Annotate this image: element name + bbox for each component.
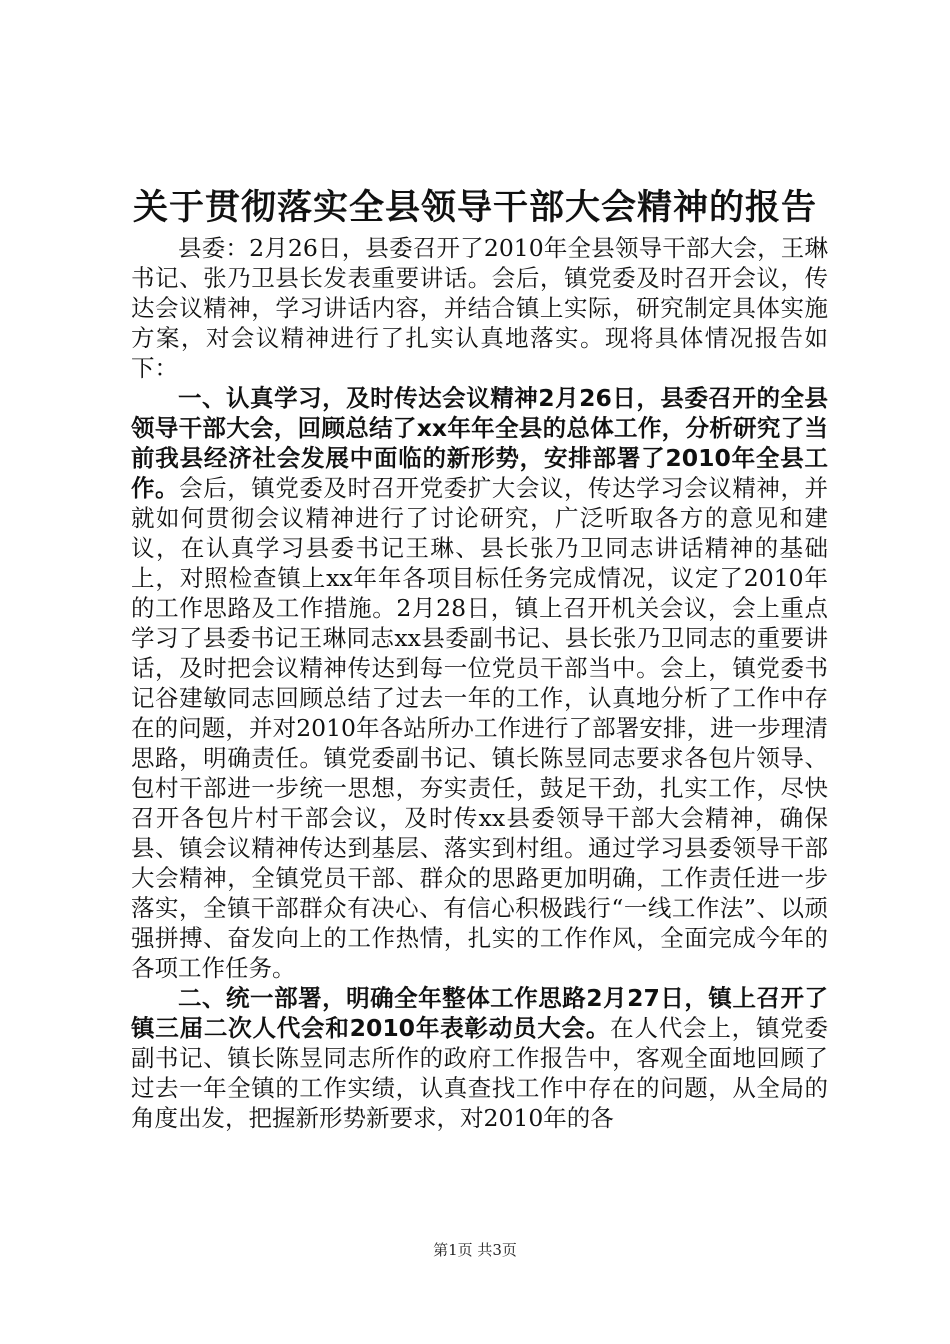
paragraph-text: 在人代会上，镇党委副书记、镇长陈昱同志所作的政府工作报告中，客观全面地回顾了过去一年全镇的工作实绩，认真查找工作中存在的问题，从全局的角度出发，把握新形势新要求，对2010年的各 [131, 1014, 829, 1132]
paragraph-intro [131, 233, 828, 383]
document-body [131, 233, 828, 1133]
page-number-footer: 第1页 共3页 [433, 1241, 517, 1259]
paragraph-text: 会后，镇党委及时召开党委扩大会议，传达学习会议精神，并就如何贯彻会议精神进行了讨论研究，广泛听取各方的意见和建议，在认真学习县委书记王琳、县长张乃卫同志讲话精神的基础上，对照检查镇上xx年年各项目标任务完成情况，议定了2010年的工作思路及工作措施。2月28日，镇上召开机关会议，会上重点学习了县委书记王琳同志xx县委副书记、县长张乃卫同志的重要讲话，及时把会议精神传达到每一位党员干部当中。会上，镇党委书记谷建敏同志回顾总结了过去一年的工作，认真地分析了工作中存在的问题，并对2010年各站所办工作进行了部署安排，进一步理清思路，明确责任。镇党委副书记、镇长陈昱同志要求各包片领导、包村干部进一步统一思想，夯实责任，鼓足干劲，扎实工作，尽快召开各包片村干部会议，及时传xx县委领导干部大会精神，确保县、镇会议精神传达到基层、落实到村组。通过学习县委领导干部大会精神，全镇党员干部、群众的思路更加明确，工作责任进一步落实，全镇干部群众有决心、有信心积极践行“一线工作法”、以顽强拼搏、奋发向上的工作热情，扎实的工作作风，全面完成今年的各项工作任务。 [131, 474, 829, 982]
paragraph-section-2 [131, 983, 828, 1133]
paragraph-text: 县委：2月26日，县委召开了2010年全县领导干部大会，王琳书记、张乃卫县长发表重要讲话。会后，镇党委及时召开会议，传达会议精神，学习讲话内容，并结合镇上实际，研究制定具体实施方案，对会议精神进行了扎实认真地落实。现将具体情况报告如下： [131, 234, 828, 382]
section-heading-1: 一、认真学习，及时传达会议精神2月26日，县委召开的全县领导干部大会，回顾总结了xx年年全县的总体工作，分析研究了当前我县经济社会发展中面临的新形势，安排部署了2010年全县工作。 [131, 384, 828, 502]
section-heading-2: 二、统一部署，明确全年整体工作思路2月27日，镇上召开了镇三届二次人代会和2010年表彰动员大会。 [131, 984, 828, 1042]
paragraph-section-1 [131, 383, 828, 983]
document-title: 关于贯彻落实全县领导干部大会精神的报告 [132, 187, 817, 228]
